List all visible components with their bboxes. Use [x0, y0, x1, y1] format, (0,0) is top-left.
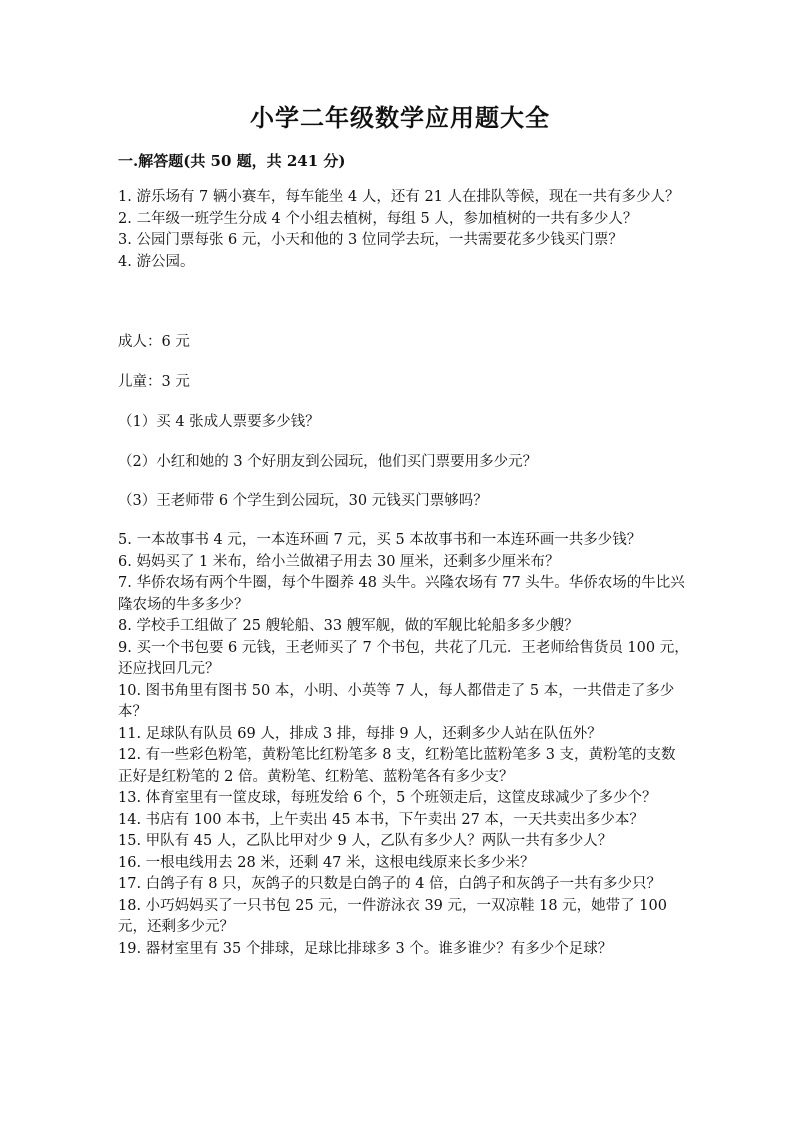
question-item: 8. 学校手工组做了 25 艘轮船、33 艘军舰，做的军舰比轮船多多少艘？: [118, 618, 579, 634]
question-block-2: [118, 530, 690, 960]
sub-question: （2）小红和她的 3 个好朋友到公园玩，他们买门票要用多少元？: [118, 454, 538, 470]
question-item: 16. 一根电线用去 28 米，还剩 47 米，这根电线原来长多少米？: [118, 854, 535, 871]
question-block-1: [118, 187, 690, 273]
question-item: 12. 有一些彩色粉笔，黄粉笔比红粉笔多 8 支，红粉笔比蓝粉笔多 3 支，黄粉笔的支数正好是红粉笔的 2 倍。黄粉笔、红粉笔、蓝粉笔各有多少支？: [118, 747, 676, 785]
question-item: 6. 妈妈买了 1 米布，给小兰做裙子用去 30 厘米，还剩多少厘米布？: [118, 553, 560, 570]
adult-price: 成人：6 元: [118, 334, 190, 350]
question-item: 14. 书店有 100 本书，上午卖出 45 本书，下午卖出 27 本，一天共卖出多少本？: [118, 811, 644, 828]
question-item: 2. 二年级一班学生分成 4 个小组去植树，每组 5 人，参加植树的一共有多少人？: [118, 210, 638, 227]
page-title: 小学二年级数学应用题大全: [250, 103, 550, 132]
question-item: 1. 游乐场有 7 辆小赛车，每车能坐 4 人，还有 21 人在排队等候，现在一共有多少人？: [118, 189, 680, 205]
question-item: 13. 体育室里有一筐皮球，每班发给 6 个，5 个班领走后，这筐皮球减少了多少个？: [118, 790, 657, 806]
question-item: 18. 小巧妈妈买了一只书包 25 元，一件游泳衣 39 元，一双凉鞋 18 元，她带了 100 元，还剩多少元？: [118, 897, 667, 935]
question-item: 17. 白鸽子有 8 只，灰鸽子的只数是白鸽子的 4 倍，白鸽子和灰鸽子一共有多少只？: [118, 876, 662, 892]
question-item: 11. 足球队有队员 69 人，排成 3 排，每排 9 人，还剩多少人站在队伍外？: [118, 725, 602, 742]
sub-question: （1）买 4 张成人票要多少钱？: [118, 414, 320, 430]
question-item: 5. 一本故事书 4 元，一本连环画 7 元，买 5 本故事书和一本连环画一共多少钱？: [118, 532, 642, 548]
question-item: 10. 图书角里有图书 50 本，小明、小英等 7 人，每人都借走了 5 本，一共借走了多少本？: [118, 682, 675, 720]
child-price: 儿童：3 元: [118, 374, 190, 390]
question-item: 7. 华侨农场有两个牛圈，每个牛圈养 48 头牛。兴隆农场有 77 头牛。华侨农场的牛比兴隆农场的牛多多少？: [118, 575, 685, 613]
question-item: 15. 甲队有 45 人，乙队比甲对少 9 人，乙队有多少人？两队一共有多少人？: [118, 833, 613, 849]
question-item: 4. 游公园。: [118, 253, 195, 270]
section-heading: 一.解答题(共 50 题，共 241 分): [118, 152, 346, 170]
sub-question: （3）王老师带 6 个学生到公园玩，30 元钱买门票够吗？: [118, 493, 488, 509]
question-item: 19. 器材室里有 35 个排球，足球比排球多 3 个。谁多谁少？有多少个足球？: [118, 940, 613, 957]
question-item: 3. 公园门票每张 6 元，小天和他的 3 位同学去玩，一共需要花多少钱买门票？: [118, 232, 623, 248]
question-item: 9. 买一个书包要 6 元钱，王老师买了 7 个书包，共花了几元．王老师给售货员 100 元，还应找回几元？: [118, 639, 689, 677]
